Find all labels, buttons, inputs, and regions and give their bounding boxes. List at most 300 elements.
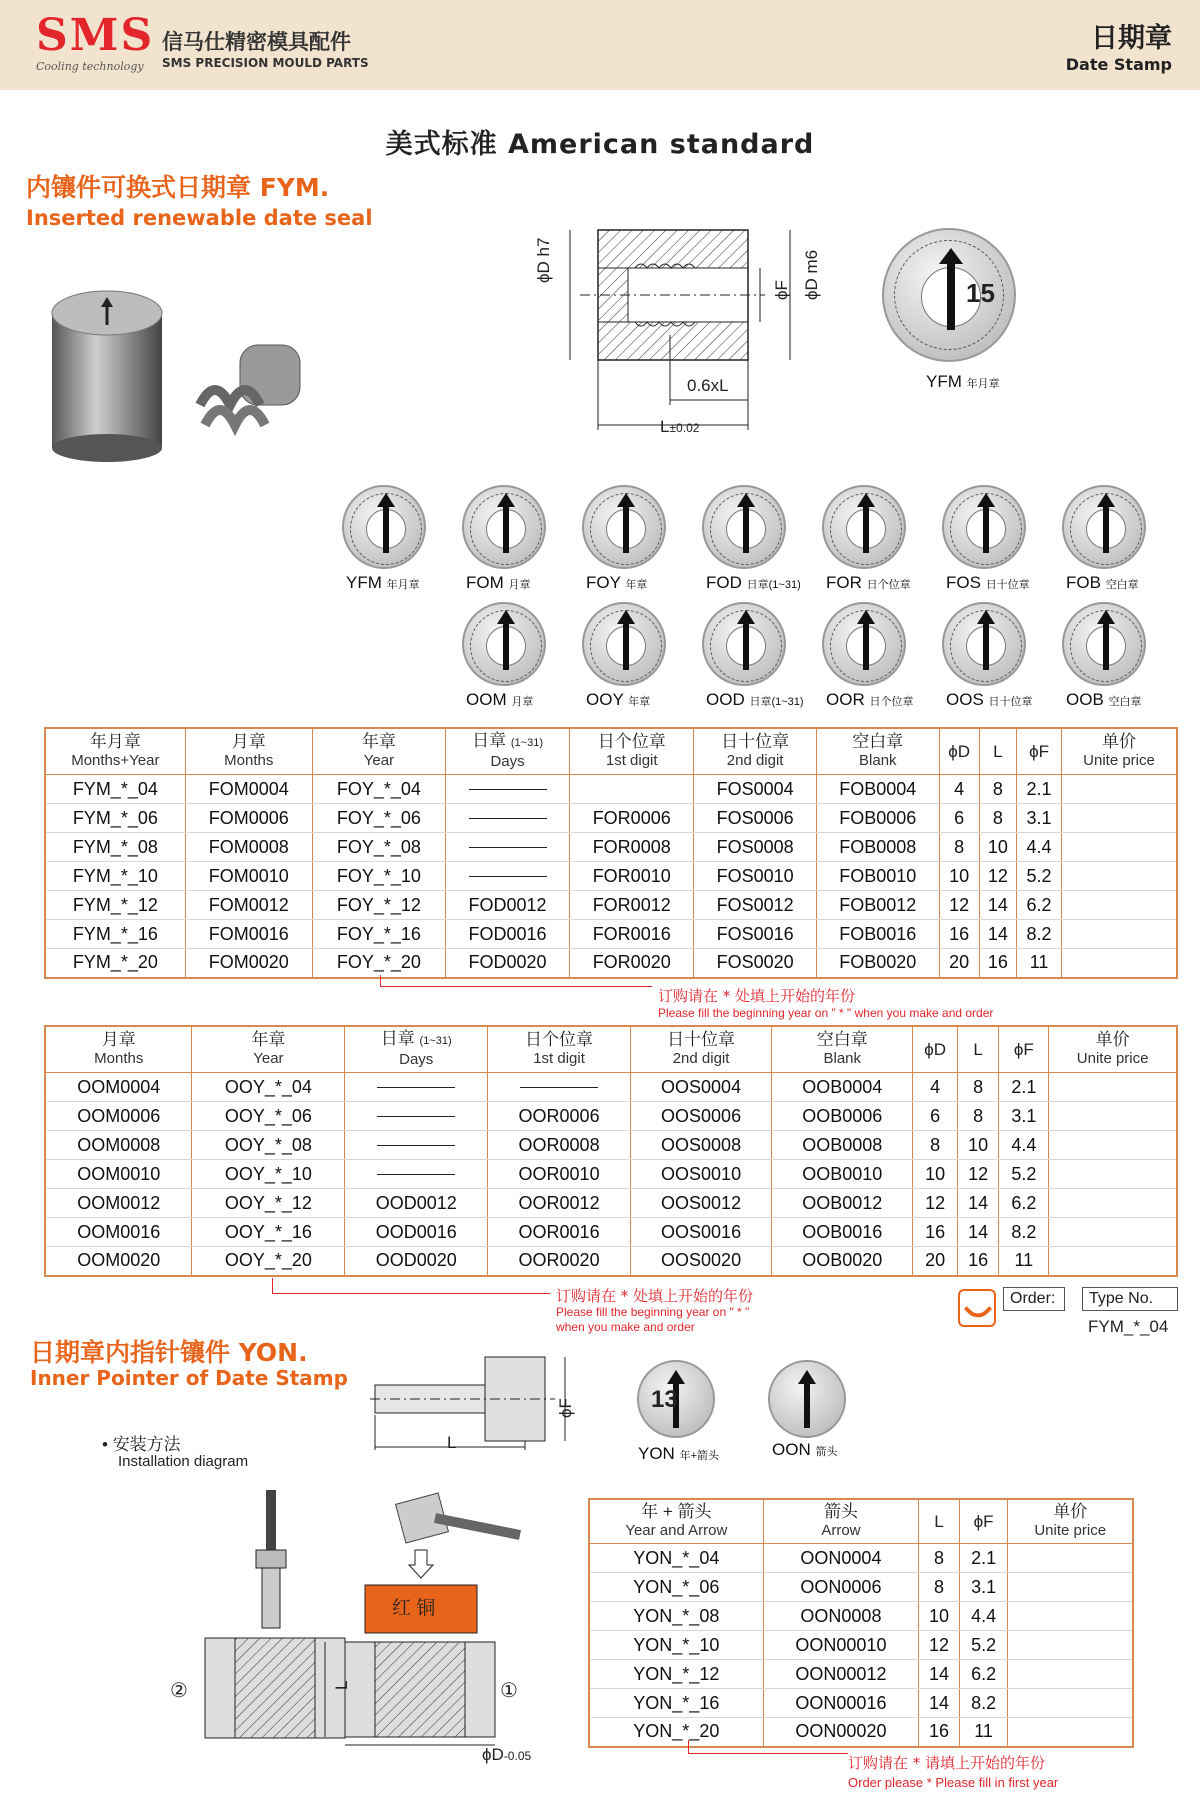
table-cell: 14 [919,1660,960,1689]
table-cell [1049,1102,1177,1131]
table-cell [345,1160,488,1189]
yon-title-cn: 日期章内指针镶件 YON. [30,1338,308,1367]
table-cell: 6.2 [959,1660,1008,1689]
table-cell: FYM_*_16 [45,920,185,949]
table-cell: FOS0012 [694,891,817,920]
table-cell [1062,804,1178,833]
table-cell: OOD0012 [345,1189,488,1218]
table-cell [570,775,694,804]
table-cell: 8.2 [1017,920,1062,949]
table-cell [1062,891,1178,920]
table-cell: OOR0006 [488,1102,631,1131]
column-header: 日个位章 1st digit [488,1026,631,1073]
fob-dial [1062,485,1146,569]
table-cell: OON00010 [763,1631,919,1660]
column-header: 年章 Year [312,728,445,775]
column-header: ϕD [939,728,979,775]
oo-spec-table [44,1025,1178,1277]
table-cell: FOR0006 [570,804,694,833]
dim-06l: 0.6xL [687,376,729,395]
table-cell: OON0006 [763,1573,919,1602]
oob-dial [1062,602,1146,686]
table-row [45,1131,1177,1160]
table2-note-cn: 订购请在 * 处填上开始的年份 [556,1287,754,1305]
table-cell: 8 [919,1544,960,1573]
table-cell [445,775,569,804]
dash-line [377,1087,455,1088]
dash-line [377,1145,455,1146]
table-cell [345,1131,488,1160]
table-cell: FOS0008 [694,833,817,862]
table-cell: 14 [979,891,1016,920]
fos-dial-label: FOS 日十位章 [946,573,1030,592]
table-row [589,1718,1133,1747]
oor-dial [822,602,906,686]
column-header: L [919,1499,960,1544]
table-cell [1062,949,1178,978]
table-row [589,1544,1133,1573]
table-cell [345,1102,488,1131]
table-cell: OOS0004 [630,1073,771,1102]
column-header: 日个位章 1st digit [570,728,694,775]
table-cell: FOM0020 [185,949,312,978]
table-cell: OOR0008 [488,1131,631,1160]
table-cell: OOR0012 [488,1189,631,1218]
table-cell: OOM0012 [45,1189,192,1218]
table2-note-en2: when you make and order [556,1320,695,1334]
logo-text: SMS [36,10,155,61]
table-row [45,949,1177,978]
ooy-dial-label: OOY 年章 [586,690,651,709]
table-cell: OOM0010 [45,1160,192,1189]
table-cell: 16 [939,920,979,949]
column-header: L [979,728,1016,775]
table-cell [1062,833,1178,862]
table-cell: FOY_*_08 [312,833,445,862]
column-header: 单价 Unite price [1008,1499,1133,1544]
fom-dial-label: FOM 月章 [466,573,531,592]
table-cell: FOR0010 [570,862,694,891]
type-no-label: Type No. [1082,1287,1178,1311]
table-cell: OOB0020 [772,1247,913,1276]
table-cell: 6.2 [999,1189,1049,1218]
fom-dial [462,485,546,569]
table-cell: 4.4 [1017,833,1062,862]
oob-dial-label: OOB 空白章 [1066,690,1142,709]
table-cell: 16 [913,1218,958,1247]
table-cell: 4 [939,775,979,804]
installation-diagram [170,1490,590,1780]
ood-dial-label: OOD 日章(1~31) [706,690,804,709]
standard-title: 美式标准 American standard [385,129,815,160]
yon-spec-table [588,1498,1134,1748]
table-cell: OOY_*_16 [192,1218,345,1247]
table-cell: 12 [979,862,1016,891]
table-cell: 16 [979,949,1016,978]
table-cell: 11 [999,1247,1049,1276]
install-dim-l: L [332,1680,351,1690]
table-cell [488,1073,631,1102]
table-cell: FOB0004 [816,775,939,804]
table-cell: 10 [939,862,979,891]
table-cell: FOR0012 [570,891,694,920]
yon-title-en: Inner Pointer of Date Stamp [30,1366,348,1390]
column-header: 月章 Months [45,1026,192,1073]
table3-note-cn: 订购请在 * 请填上开始的年份 [848,1754,1046,1772]
table-cell: FOY_*_04 [312,775,445,804]
table-cell: OOM0020 [45,1247,192,1276]
table-cell: 12 [939,891,979,920]
table-cell [445,804,569,833]
table-cell [445,862,569,891]
table-row [589,1631,1133,1660]
table-cell: FOY_*_12 [312,891,445,920]
table-cell [1049,1218,1177,1247]
table-cell: FYM_*_06 [45,804,185,833]
yon-dial-label: YON 年+箭头 [638,1444,720,1463]
table-cell: OON00016 [763,1689,919,1718]
table-cell: FOM0006 [185,804,312,833]
table-cell: 2.1 [959,1544,1008,1573]
table-cell: FYM_*_20 [45,949,185,978]
phone-icon [958,1289,996,1327]
table-cell: OON00012 [763,1660,919,1689]
table-cell: 8 [957,1073,999,1102]
table-cell: OON0008 [763,1602,919,1631]
column-header: 日章 (1~31) Days [445,728,569,775]
table-cell: FOY_*_16 [312,920,445,949]
table-cell [1049,1073,1177,1102]
table-cell [1008,1660,1133,1689]
table-cell: 8.2 [959,1689,1008,1718]
note2-leader [272,1278,550,1294]
table-cell: 3.1 [959,1573,1008,1602]
table-cell: OOR0010 [488,1160,631,1189]
table1-note-cn: 订购请在 * 处填上开始的年份 [658,987,856,1005]
table-cell: 12 [957,1160,999,1189]
table-cell: 5.2 [999,1160,1049,1189]
table-row [45,1073,1177,1102]
table-cell: OOY_*_04 [192,1073,345,1102]
table-cell: 12 [919,1631,960,1660]
table-row [45,891,1177,920]
table-row [589,1573,1133,1602]
table-cell: 4.4 [999,1131,1049,1160]
table-cell: FOM0016 [185,920,312,949]
table-cell: 6 [913,1102,958,1131]
dash-line [377,1116,455,1117]
install-dim-d: ϕD-0.05 [482,1745,532,1764]
table-cell [1008,1602,1133,1631]
table-cell: YON_*_06 [589,1573,763,1602]
yon-dim-f: ϕF [556,1398,575,1418]
fym-product-photo [50,285,320,465]
column-header: 日十位章 2nd digit [630,1026,771,1073]
table3-note-en: Order please * Please fill in first year [848,1775,1059,1790]
table-row [45,804,1177,833]
table-cell: 8 [939,833,979,862]
yfm-dial-label: YFM 年月章 [926,372,1000,391]
dim-f: ϕF [772,280,791,300]
note1-leader [380,975,652,987]
table-cell: FOS0004 [694,775,817,804]
column-header: 月章 Months [185,728,312,775]
column-header: 年月章 Months+Year [45,728,185,775]
table-cell [1008,1631,1133,1660]
table-cell: FOB0006 [816,804,939,833]
table-cell [1049,1160,1177,1189]
table-row [45,1247,1177,1276]
for-dial [822,485,906,569]
table1-note-en: Please fill the beginning year on " * " when you make and order [658,1006,994,1020]
fob-dial-label: FOB 空白章 [1066,573,1139,592]
oos-dial [942,602,1026,686]
oom-dial [462,602,546,686]
table-cell: 4.4 [959,1602,1008,1631]
dash-line [469,789,547,790]
table-cell: OON0004 [763,1544,919,1573]
table-row [45,775,1177,804]
table-cell: OOB0012 [772,1189,913,1218]
yon-dim-l: L [447,1433,457,1452]
table-cell: OOS0020 [630,1247,771,1276]
table-cell: FOS0020 [694,949,817,978]
table-cell: FOD0012 [445,891,569,920]
table-row [45,920,1177,949]
table-cell [1008,1544,1133,1573]
table-cell [1062,775,1178,804]
table-cell: 10 [913,1160,958,1189]
table-cell: OOR0016 [488,1218,631,1247]
table-cell: 4 [913,1073,958,1102]
order-example: FYM_*_04 [1088,1317,1169,1336]
table-cell: FOM0008 [185,833,312,862]
table-cell: OOB0006 [772,1102,913,1131]
table-cell: 14 [957,1218,999,1247]
table-cell: FOM0004 [185,775,312,804]
table-cell [1062,862,1178,891]
oor-dial-label: OOR 日个位章 [826,690,914,709]
column-header: L [957,1026,999,1073]
table-cell: YON_*_08 [589,1602,763,1631]
table2-note-en1: Please fill the beginning year on " * " [556,1305,750,1319]
table-cell: OOD0016 [345,1218,488,1247]
dash-line [469,847,547,848]
table-cell: FOS0016 [694,920,817,949]
table-cell: OOS0016 [630,1218,771,1247]
table-cell: OOS0006 [630,1102,771,1131]
table-cell [445,833,569,862]
table-cell [1049,1247,1177,1276]
copper-label: 红 铜 [392,1598,436,1619]
ooy-dial [582,602,666,686]
fod-dial [702,485,786,569]
table-cell: FOR0016 [570,920,694,949]
table-cell: FOB0012 [816,891,939,920]
dash-line [469,876,547,877]
table-cell: 10 [979,833,1016,862]
table-cell: 20 [913,1247,958,1276]
table-cell: 8 [957,1102,999,1131]
table-cell: YON_*_16 [589,1689,763,1718]
table-cell: 8 [979,775,1016,804]
table-cell: 14 [919,1689,960,1718]
install-title-cn: • 安装方法 [102,1435,181,1454]
column-header: 日十位章 2nd digit [694,728,817,775]
table-cell: OON00020 [763,1718,919,1747]
yfm-dial [342,485,426,569]
logo-tagline: Cooling technology [36,60,144,73]
dim-d-h7: ϕD h7 [534,237,553,283]
table-cell: OOB0008 [772,1131,913,1160]
table-cell: OOS0010 [630,1160,771,1189]
table-cell: FOB0020 [816,949,939,978]
table-cell: OOY_*_12 [192,1189,345,1218]
table-cell [345,1073,488,1102]
table-cell: 5.2 [1017,862,1062,891]
table-cell: OOM0004 [45,1073,192,1102]
column-header: 空白章 Blank [816,728,939,775]
table-cell: 8 [913,1131,958,1160]
table-cell: 3.1 [999,1102,1049,1131]
table-cell: FOB0016 [816,920,939,949]
dash-line [377,1174,455,1175]
table-cell: 6.2 [1017,891,1062,920]
table-cell: 2.1 [999,1073,1049,1102]
table-cell: OOY_*_06 [192,1102,345,1131]
table-cell: FOY_*_10 [312,862,445,891]
table-cell [1008,1689,1133,1718]
column-header: 空白章 Blank [772,1026,913,1073]
table-cell: FOY_*_06 [312,804,445,833]
table-cell: 14 [979,920,1016,949]
fym-spec-table [44,727,1178,979]
table-cell: OOY_*_08 [192,1131,345,1160]
table-cell: 20 [939,949,979,978]
install-title-en: Installation diagram [118,1453,249,1470]
step-1: ① [500,1680,518,1702]
table-cell: 11 [1017,949,1062,978]
dim-d-m6: ϕD m6 [802,249,821,300]
table-cell: OOB0016 [772,1218,913,1247]
yfm-dial-large: 15 [882,228,1016,362]
fos-dial [942,485,1026,569]
column-header: 单价 Unite price [1049,1026,1177,1073]
table-cell: OOM0016 [45,1218,192,1247]
table-cell: 3.1 [1017,804,1062,833]
table-cell: FYM_*_04 [45,775,185,804]
fym-title-cn: 内镶件可换式日期章 FYM. [26,173,330,202]
table-cell: 14 [957,1189,999,1218]
table-cell: 8.2 [999,1218,1049,1247]
oon-dial-label: OON 箭头 [772,1440,838,1459]
table-cell: OOS0008 [630,1131,771,1160]
table-cell [1008,1718,1133,1747]
table-row [45,1160,1177,1189]
table-cell: FYM_*_12 [45,891,185,920]
table-cell: OOR0020 [488,1247,631,1276]
foy-dial [582,485,666,569]
table-cell: OOM0006 [45,1102,192,1131]
table-cell [1049,1131,1177,1160]
fod-dial-label: FOD 日章(1~31) [706,573,801,592]
note3-leader [688,1740,848,1754]
table-cell: 8 [919,1573,960,1602]
table-cell: OOD0020 [345,1247,488,1276]
oos-dial-label: OOS 日十位章 [946,690,1033,709]
table-cell: FOD0016 [445,920,569,949]
table-cell: FOB0008 [816,833,939,862]
oom-dial-label: OOM 月章 [466,690,534,709]
table-row [45,1218,1177,1247]
table-cell [1049,1189,1177,1218]
table-cell: 10 [919,1602,960,1631]
table-cell [1008,1573,1133,1602]
step-2: ② [170,1680,188,1702]
table-cell: OOB0004 [772,1073,913,1102]
table-row [589,1602,1133,1631]
table-cell: 16 [957,1247,999,1276]
table-cell: FOR0008 [570,833,694,862]
table-cell: 5.2 [959,1631,1008,1660]
yfm-dial-label: YFM 年月章 [346,573,420,592]
column-header: 单价 Unite price [1062,728,1178,775]
company-name-cn: 信马仕精密模具配件 [162,30,351,54]
table-cell: FOD0020 [445,949,569,978]
table-cell: YON_*_12 [589,1660,763,1689]
yon-pin-drawing [370,1345,580,1455]
table-cell: 8 [979,804,1016,833]
table-row [45,833,1177,862]
column-header: 年 + 箭头 Year and Arrow [589,1499,763,1544]
dash-line [469,818,547,819]
table-cell: FOB0010 [816,862,939,891]
company-name-en: SMS PRECISION MOULD PARTS [162,56,369,70]
table-cell: FOM0010 [185,862,312,891]
table-cell: YON_*_04 [589,1544,763,1573]
table-cell: 6 [939,804,979,833]
table-cell: 2.1 [1017,775,1062,804]
table-cell: FOM0012 [185,891,312,920]
table-cell: OOS0012 [630,1189,771,1218]
table-cell: 10 [957,1131,999,1160]
table-cell [1062,920,1178,949]
table-cell: FOS0010 [694,862,817,891]
order-label: Order: [1003,1287,1065,1311]
for-dial-label: FOR 日个位章 [826,573,911,592]
table-row [45,1102,1177,1131]
table-row [589,1689,1133,1718]
column-header: ϕF [1017,728,1062,775]
page-header [0,0,1200,90]
table-row [45,1189,1177,1218]
dim-l: L±0.02 [660,417,700,436]
table-cell: OOB0010 [772,1160,913,1189]
column-header: ϕF [959,1499,1008,1544]
column-header: ϕD [913,1026,958,1073]
table-cell: FOS0006 [694,804,817,833]
table-cell: YON_*_20 [589,1718,763,1747]
fym-title-en: Inserted renewable date seal [26,206,373,230]
table-cell: 12 [913,1189,958,1218]
table-row [45,862,1177,891]
table-cell: 11 [959,1718,1008,1747]
column-header: ϕF [999,1026,1049,1073]
table-cell: YON_*_10 [589,1631,763,1660]
page-title-cn: 日期章 [1091,23,1172,54]
sms-logo [36,10,155,78]
table-cell: FYM_*_10 [45,862,185,891]
